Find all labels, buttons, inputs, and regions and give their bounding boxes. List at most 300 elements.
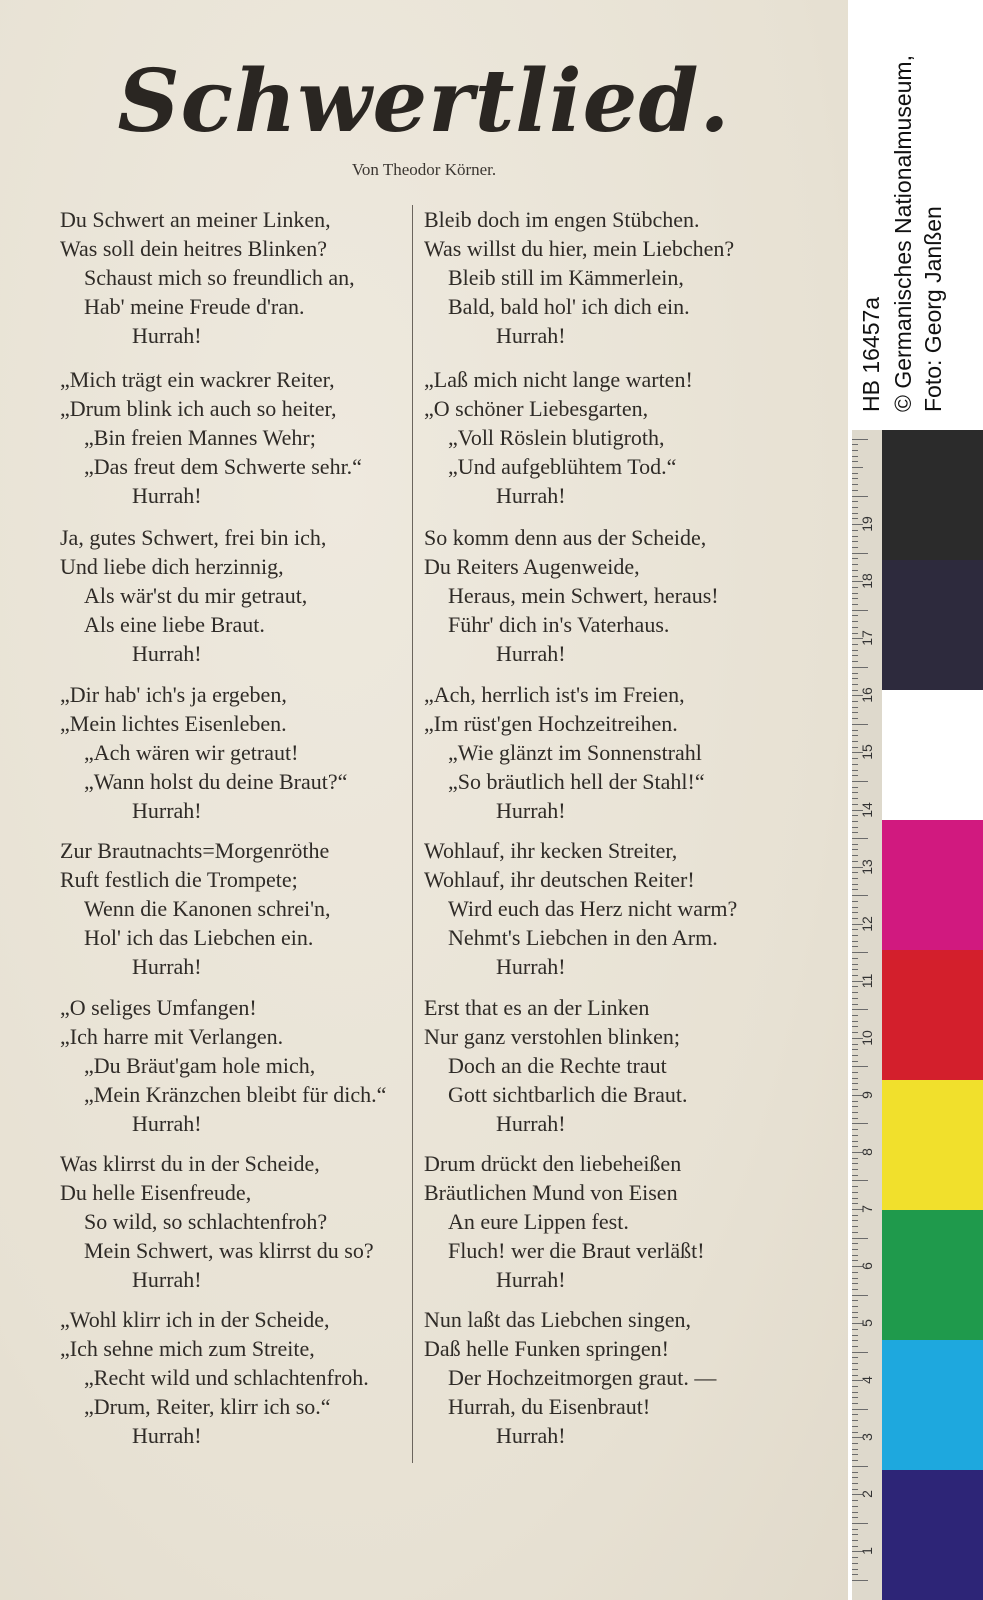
ruler-tick [852, 1466, 868, 1467]
ruler-tick [852, 1432, 858, 1433]
ruler-tick [852, 1312, 858, 1313]
verse-line: „Dir hab' ich's ja ergeben, [60, 682, 287, 707]
ruler-label: 10 [859, 1030, 875, 1046]
ruler-tick [852, 1078, 858, 1079]
ruler-tick [852, 661, 858, 662]
ruler-tick [852, 1460, 858, 1461]
stanza [60, 523, 430, 668]
verse-line: Ja, gutes Schwert, frei bin ich, [60, 525, 327, 550]
ruler-tick [852, 518, 858, 519]
ruler-tick [852, 1238, 868, 1239]
stanza [60, 680, 430, 825]
ruler-tick [852, 473, 858, 474]
verse-line: „O schöner Liebesgarten, [424, 396, 649, 421]
refrain-line: Hurrah! [496, 483, 566, 508]
ruler-tick [852, 615, 858, 616]
ruler-tick [852, 1500, 858, 1501]
ruler-label: 8 [859, 1148, 875, 1156]
ruler-tick [852, 975, 858, 976]
ruler-tick [852, 827, 858, 828]
verse-line: Du Schwert an meiner Linken, [60, 207, 331, 232]
verse-line: Wohlauf, ihr kecken Streiter, [424, 838, 678, 863]
ruler-tick [852, 570, 858, 571]
ruler-tick [852, 1563, 858, 1564]
ruler-tick [852, 1203, 858, 1204]
ruler-tick [852, 1066, 868, 1067]
stanza [424, 1149, 794, 1294]
ruler-tick [852, 1169, 858, 1170]
stanza [60, 1305, 430, 1450]
ruler-tick [852, 838, 868, 839]
ruler-tick [852, 969, 858, 970]
ruler-tick [852, 832, 858, 833]
ruler-tick [852, 1243, 858, 1244]
refrain-line: Hurrah! [496, 1267, 566, 1292]
ruler-tick [852, 821, 858, 822]
verse-line: Führ' dich in's Vaterhaus. [448, 612, 670, 637]
ruler-tick [852, 456, 858, 457]
inventory-number: HB 16457a [858, 296, 884, 412]
ruler-tick [852, 730, 858, 731]
ruler-tick [852, 758, 858, 759]
ruler-tick [852, 1163, 858, 1164]
ruler-tick [852, 1004, 858, 1005]
poem-title: Schwertlied. [117, 51, 731, 152]
verse-line: „Wohl klirr ich in der Scheide, [60, 1307, 330, 1332]
ruler-tick [852, 1129, 858, 1130]
ruler-tick [852, 1363, 858, 1364]
verse-line: „Recht wild und schlachtenfroh. [84, 1365, 369, 1390]
verse-line: Bräutlichen Mund von Eisen [424, 1180, 678, 1205]
ruler-tick [852, 558, 858, 559]
verse-line: „Und aufgeblühtem Tod.“ [448, 454, 677, 479]
ruler-tick [852, 1317, 858, 1318]
verse-line: „Ach, herrlich ist's im Freien, [424, 682, 685, 707]
verse-line: „Mich trägt ein wackrer Reiter, [60, 367, 335, 392]
ruler-tick [852, 1215, 858, 1216]
ruler-tick [852, 461, 858, 462]
ruler-label: 12 [859, 915, 875, 932]
ruler-tick [852, 1472, 858, 1473]
ruler-tick [852, 992, 858, 993]
ruler-tick [852, 1141, 858, 1142]
ruler-tick [852, 1517, 858, 1518]
ruler-tick [852, 536, 858, 537]
ruler-tick [852, 1135, 858, 1136]
ruler-tick [852, 650, 858, 651]
stanza [60, 1149, 430, 1294]
ruler-label: 4 [859, 1376, 875, 1385]
ruler-tick [852, 804, 858, 805]
ruler-tick [852, 1357, 858, 1358]
ruler-tick [852, 1369, 858, 1370]
stanza [424, 365, 794, 510]
ruler-tick [852, 1123, 868, 1124]
verse-line: „Ich harre mit Verlangen. [60, 1024, 284, 1049]
stanza [424, 993, 794, 1138]
ruler-tick [852, 1569, 858, 1570]
ruler-tick [852, 958, 858, 959]
verse-line: „Du Bräut'gam hole mich, [84, 1053, 316, 1078]
stanza [60, 365, 430, 510]
verse-line: Nur ganz verstohlen blinken; [424, 1024, 680, 1049]
ruler-tick [852, 1249, 858, 1250]
ruler-tick [852, 1026, 858, 1027]
ruler-tick [852, 684, 858, 685]
verse-line: „Mein lichtes Eisenleben. [60, 711, 287, 736]
ruler-tick [852, 1198, 858, 1199]
verse-line: Als wär'st du mir getraut, [84, 583, 308, 608]
ruler-tick [852, 1512, 858, 1513]
refrain-line: Hurrah! [496, 798, 566, 823]
stanza [60, 205, 430, 350]
ruler-tick [852, 775, 858, 776]
ruler-tick [852, 1089, 858, 1090]
refrain-line: Hurrah! [496, 1111, 566, 1136]
ruler-label: 1 [859, 1547, 875, 1556]
ruler-tick [852, 547, 858, 548]
color-patch [882, 560, 983, 690]
ruler-tick [852, 530, 858, 531]
ruler-tick [852, 770, 858, 771]
ruler-tick [852, 1055, 858, 1056]
ruler-tick [852, 1574, 858, 1575]
verse-line: Hol' ich das Liebchen ein. [84, 925, 314, 950]
color-patch [882, 430, 983, 560]
ruler-tick [852, 1329, 858, 1330]
verse-line: Bald, bald hol' ich dich ein. [448, 294, 690, 319]
ruler-tick [852, 598, 858, 599]
ruler-tick [852, 1192, 858, 1193]
refrain-line: Hurrah! [496, 1423, 566, 1448]
ruler-tick [852, 1295, 868, 1296]
stanza [60, 993, 430, 1138]
ruler-tick [852, 1032, 858, 1033]
verse-line: Wird euch das Herz nicht warm? [448, 896, 738, 921]
ruler-tick [852, 690, 858, 691]
ruler-tick [852, 1546, 858, 1547]
ruler-tick [852, 986, 858, 987]
verse-line: Was soll dein heitres Blinken? [60, 236, 328, 261]
verse-line: „Drum blink ich auch so heiter, [60, 396, 337, 421]
ruler-tick [852, 781, 868, 782]
ruler-tick [852, 1272, 858, 1273]
ruler-tick [852, 895, 868, 896]
verse-line: Heraus, mein Schwert, heraus! [448, 583, 719, 608]
ruler-tick [852, 1534, 858, 1535]
ruler-tick [852, 718, 858, 719]
verse-line: „Drum, Reiter, klirr ich so.“ [84, 1394, 331, 1419]
verse-line: Daß helle Funken springen! [424, 1336, 669, 1361]
verse-line: Zur Brautnachts=Morgenröthe [60, 838, 330, 863]
verse-line: Ruft festlich die Trompete; [60, 867, 298, 892]
verse-line: Als eine liebe Braut. [84, 612, 265, 637]
ruler-tick [852, 861, 858, 862]
ruler-tick [852, 1352, 868, 1353]
ruler-tick [852, 1009, 868, 1010]
ruler-tick [852, 587, 858, 588]
color-patch [882, 820, 983, 950]
ruler-label: 14 [859, 801, 875, 818]
photo-credit: Foto: Georg Janßen [920, 206, 946, 412]
ruler-tick [852, 1049, 858, 1050]
ruler-tick [852, 633, 858, 634]
ruler-tick [852, 707, 858, 708]
ruler-label: 13 [859, 858, 875, 875]
ruler-tick [852, 496, 868, 497]
ruler-tick [852, 1386, 858, 1387]
ruler-tick [852, 878, 858, 879]
color-patch [882, 1470, 983, 1600]
verse-line: „Im rüst'gen Hochzeitreihen. [424, 711, 678, 736]
ruler-tick [852, 444, 858, 445]
ruler-tick [852, 998, 858, 999]
ruler-tick [852, 798, 858, 799]
stanza [424, 1305, 794, 1450]
ruler-tick [852, 1449, 858, 1450]
ruler-tick [852, 564, 858, 565]
verse-line: „Das freut dem Schwerte sehr.“ [84, 454, 362, 479]
ruler-tick [852, 1180, 868, 1181]
ruler-tick [852, 1454, 858, 1455]
ruler-tick [852, 907, 858, 908]
ruler-tick [852, 884, 858, 885]
verse-line: „So bräutlich hell der Stahl!“ [448, 769, 705, 794]
ruler-tick [852, 667, 868, 668]
ruler-tick [852, 1506, 858, 1507]
verse-line: Doch an die Rechte traut [448, 1053, 667, 1078]
ruler-tick [852, 1420, 858, 1421]
verse-line: Bleib still im Kämmerlein, [448, 265, 684, 290]
color-scale-bar [852, 430, 983, 1600]
refrain-line: Hurrah! [132, 1423, 202, 1448]
ruler-tick [852, 627, 858, 628]
ruler-tick [852, 1392, 858, 1393]
ruler-tick [852, 764, 858, 765]
ruler-tick [852, 1175, 858, 1176]
ruler-tick [852, 604, 858, 605]
verse-line: „Wann holst du deine Braut?“ [84, 769, 348, 794]
ruler-tick [852, 1443, 858, 1444]
ruler-tick [852, 1426, 858, 1427]
refrain-line: Hurrah! [132, 954, 202, 979]
ruler-tick [852, 901, 858, 902]
ruler-tick [852, 655, 858, 656]
ruler-label: 6 [859, 1262, 875, 1270]
refrain-line: Hurrah! [496, 323, 566, 348]
refrain-line: Hurrah! [132, 798, 202, 823]
ruler-tick [852, 724, 868, 725]
ruler-tick [852, 844, 858, 845]
color-patch [882, 1080, 983, 1210]
ruler-tick [852, 513, 858, 514]
ruler-tick [852, 673, 858, 674]
ruler-tick [852, 621, 858, 622]
color-patch [882, 1340, 983, 1470]
ruler-tick [852, 1278, 858, 1279]
stanza [60, 836, 430, 981]
ruler-tick [852, 1340, 858, 1341]
ruler-tick [852, 935, 858, 936]
ruler-tick [852, 1346, 858, 1347]
verse-line: Gott sichtbarlich die Braut. [448, 1082, 688, 1107]
ruler-label: 15 [859, 744, 875, 761]
ruler-tick [852, 576, 858, 577]
ruler-tick [852, 507, 858, 508]
ruler-tick [852, 1540, 858, 1541]
color-patch [882, 950, 983, 1080]
ruler-tick [852, 1101, 858, 1102]
ruler-tick [852, 1226, 858, 1227]
ruler-tick [852, 490, 858, 491]
refrain-line: Hurrah! [496, 954, 566, 979]
ruler-tick [852, 1112, 858, 1113]
ruler-tick [852, 701, 858, 702]
verse-line: Drum drückt den liebeheißen [424, 1151, 682, 1176]
verse-line: An eure Lippen fest. [448, 1209, 629, 1234]
ruler-tick [852, 1289, 858, 1290]
ruler-tick [852, 1158, 858, 1159]
ruler-tick [852, 1409, 868, 1410]
stanza [424, 836, 794, 981]
ruler-tick [852, 889, 858, 890]
ruler-tick [852, 1044, 858, 1045]
ruler-tick [852, 1021, 858, 1022]
cm-ruler [852, 430, 883, 1600]
refrain-line: Hurrah! [132, 483, 202, 508]
refrain-line: Hurrah! [132, 1111, 202, 1136]
verse-line: Nehmt's Liebchen in den Arm. [448, 925, 718, 950]
ruler-tick [852, 929, 858, 930]
refrain-line: Hurrah! [496, 641, 566, 666]
ruler-tick [852, 1306, 858, 1307]
stanza [424, 680, 794, 825]
ruler-tick [852, 941, 858, 942]
ruler-tick [852, 1580, 868, 1581]
color-patch [882, 1210, 983, 1340]
verse-line: Nun laßt das Liebchen singen, [424, 1307, 691, 1332]
ruler-tick [852, 1483, 858, 1484]
stanza [424, 523, 794, 668]
verse-line: Was willst du hier, mein Liebchen? [424, 236, 735, 261]
verse-line: Mein Schwert, was klirrst du so? [84, 1238, 374, 1263]
poem-byline: Von Theodor Körner. [351, 160, 497, 179]
ruler-tick [852, 849, 858, 850]
verse-line: „Bin freien Mannes Wehr; [84, 425, 316, 450]
verse-line: Der Hochzeitmorgen graut. — [448, 1365, 717, 1390]
ruler-tick [852, 1523, 868, 1524]
stanza [424, 205, 794, 350]
ruler-tick [852, 1414, 858, 1415]
ruler-label: 17 [859, 630, 875, 647]
verse-line: „Mein Kränzchen bleibt für dich.“ [84, 1082, 387, 1107]
ruler-label: 2 [859, 1490, 875, 1499]
verse-line: So komm denn aus der Scheide, [424, 525, 707, 550]
ruler-tick [852, 678, 858, 679]
ruler-tick [852, 1083, 858, 1084]
ruler-tick [852, 815, 858, 816]
ruler-tick [852, 792, 858, 793]
ruler-tick [852, 478, 858, 479]
verse-line: Fluch! wer die Braut verläßt! [448, 1238, 705, 1263]
ruler-tick [852, 872, 858, 873]
ruler-tick [852, 1489, 858, 1490]
ruler-tick [852, 1232, 858, 1233]
ruler-label: 11 [859, 973, 875, 988]
verse-line: Bleib doch im engen Stübchen. [424, 207, 700, 232]
verse-line: So wild, so schlachtenfroh? [84, 1209, 328, 1234]
ruler-tick [852, 553, 868, 554]
verse-line: Und liebe dich herzinnig, [60, 554, 284, 579]
verse-line: Wohlauf, ihr deutschen Reiter! [424, 867, 695, 892]
ruler-tick [852, 1220, 858, 1221]
verse-line: Du Reiters Augenweide, [424, 554, 640, 579]
ruler-tick [852, 735, 858, 736]
ruler-tick [852, 1118, 858, 1119]
ruler-tick [852, 1403, 858, 1404]
ruler-tick [852, 467, 863, 468]
ruler-tick [852, 1061, 858, 1062]
ruler-label: 16 [859, 687, 875, 704]
ruler-tick [852, 1255, 858, 1256]
ruler-tick [852, 1072, 858, 1073]
museum-credit: © Germanisches Nationalmuseum, [890, 55, 916, 412]
verse-line: „Ach wären wir getraut! [84, 740, 299, 765]
ruler-tick [852, 501, 858, 502]
color-patch [882, 690, 983, 820]
ruler-tick [852, 541, 858, 542]
ruler-tick [852, 946, 858, 947]
ruler-tick [852, 1529, 858, 1530]
ruler-label: 3 [859, 1433, 875, 1442]
ruler-tick [852, 855, 858, 856]
verse-line: Wenn die Kanonen schrei'n, [84, 896, 331, 921]
ruler-tick [852, 747, 858, 748]
ruler-tick [852, 1375, 858, 1376]
ruler-tick [852, 610, 868, 611]
ruler-tick [852, 1186, 858, 1187]
ruler-tick [852, 712, 858, 713]
verse-line: Was klirrst du in der Scheide, [60, 1151, 320, 1176]
ruler-tick [852, 1015, 858, 1016]
ruler-tick [852, 1335, 858, 1336]
ruler-tick [852, 964, 858, 965]
ruler-tick [852, 952, 868, 953]
ruler-tick [852, 1397, 858, 1398]
verse-line: Du helle Eisenfreude, [60, 1180, 252, 1205]
ruler-tick [852, 450, 858, 451]
ruler-tick [852, 1260, 858, 1261]
refrain-line: Hurrah! [132, 641, 202, 666]
ruler-label: 19 [859, 516, 875, 532]
ruler-label: 18 [859, 573, 875, 590]
ruler-tick [852, 918, 858, 919]
ruler-label: 5 [859, 1319, 875, 1328]
refrain-line: Hurrah! [132, 323, 202, 348]
ruler-tick [852, 1283, 858, 1284]
ruler-tick [852, 593, 858, 594]
ruler-tick [852, 741, 858, 742]
verse-line: Erst that es an der Linken [424, 995, 650, 1020]
verse-line: Hurrah, du Eisenbraut! [448, 1394, 651, 1419]
ruler-label: 7 [859, 1205, 875, 1213]
ruler-tick [852, 439, 868, 440]
verse-line: „Voll Röslein blutigroth, [448, 425, 665, 450]
ruler-tick [852, 1300, 858, 1301]
ruler-tick [852, 1557, 858, 1558]
verse-line: „Ich sehne mich zum Streite, [60, 1336, 315, 1361]
ruler-tick [852, 787, 858, 788]
